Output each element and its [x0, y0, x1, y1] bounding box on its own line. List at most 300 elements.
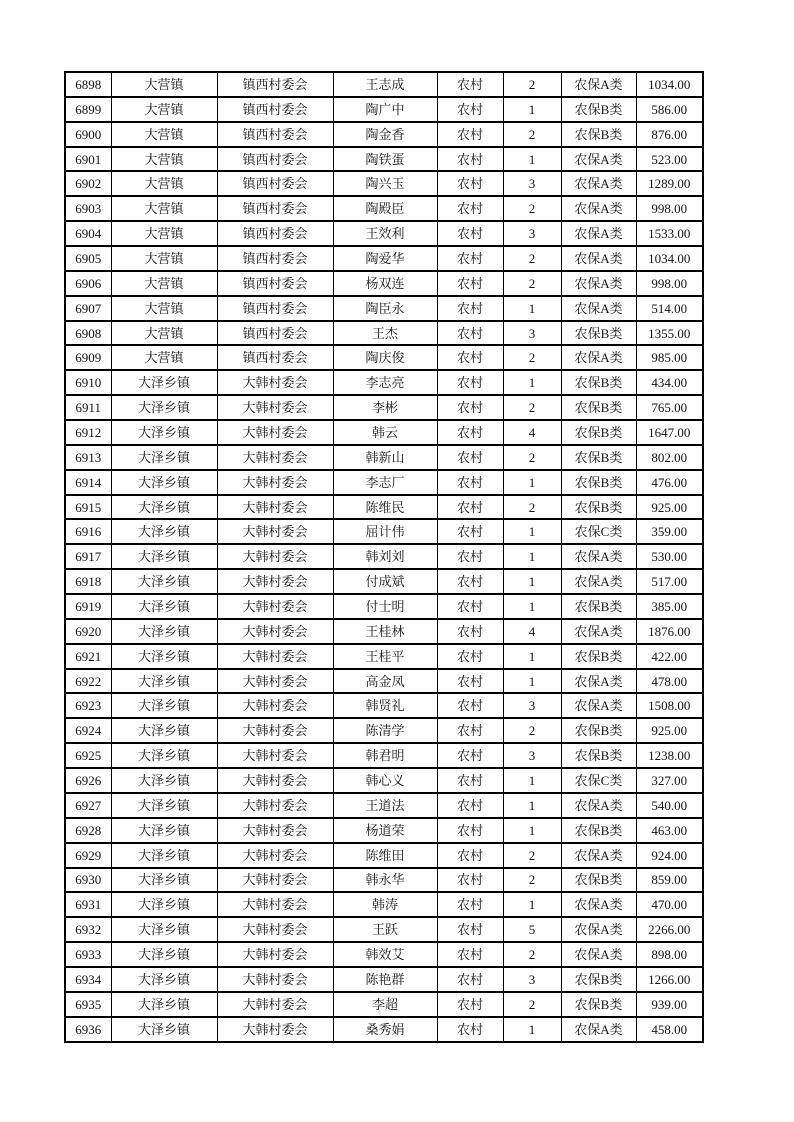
cell-residence_type: 农村: [437, 569, 503, 594]
cell-town: 大泽乡镇: [111, 644, 217, 669]
cell-amount: 876.00: [636, 122, 703, 147]
cell-residence_type: 农村: [437, 917, 503, 942]
cell-amount: 1508.00: [636, 693, 703, 718]
cell-record_id: 6918: [65, 569, 111, 594]
cell-town: 大泽乡镇: [111, 743, 217, 768]
cell-insurance_category: 农保A类: [561, 345, 636, 370]
cell-town: 大营镇: [111, 171, 217, 196]
cell-town: 大营镇: [111, 345, 217, 370]
cell-town: 大泽乡镇: [111, 1017, 217, 1042]
cell-person_count: 2: [503, 843, 561, 868]
cell-insurance_category: 农保A类: [561, 693, 636, 718]
cell-village_committee: 大韩村委会: [217, 743, 333, 768]
cell-person_name: 陶铁蛋: [333, 147, 437, 172]
cell-town: 大泽乡镇: [111, 868, 217, 893]
cell-person_count: 4: [503, 619, 561, 644]
cell-amount: 586.00: [636, 97, 703, 122]
cell-village_committee: 大韩村委会: [217, 992, 333, 1017]
cell-person_name: 陶广中: [333, 97, 437, 122]
cell-amount: 998.00: [636, 271, 703, 296]
cell-person_count: 1: [503, 147, 561, 172]
cell-insurance_category: 农保A类: [561, 196, 636, 221]
cell-record_id: 6925: [65, 743, 111, 768]
cell-amount: 458.00: [636, 1017, 703, 1042]
cell-residence_type: 农村: [437, 868, 503, 893]
cell-record_id: 6921: [65, 644, 111, 669]
cell-person_name: 付成斌: [333, 569, 437, 594]
cell-village_committee: 大韩村委会: [217, 843, 333, 868]
cell-amount: 924.00: [636, 843, 703, 868]
cell-insurance_category: 农保A类: [561, 1017, 636, 1042]
cell-person_name: 王效利: [333, 221, 437, 246]
cell-person_count: 1: [503, 818, 561, 843]
table-row: [65, 569, 703, 594]
cell-person_name: 韩君明: [333, 743, 437, 768]
table-row: [65, 917, 703, 942]
cell-residence_type: 农村: [437, 345, 503, 370]
cell-record_id: 6902: [65, 171, 111, 196]
cell-amount: 422.00: [636, 644, 703, 669]
cell-person_count: 1: [503, 519, 561, 544]
cell-village_committee: 镇西村委会: [217, 296, 333, 321]
cell-person_name: 韩涛: [333, 892, 437, 917]
cell-record_id: 6904: [65, 221, 111, 246]
cell-record_id: 6936: [65, 1017, 111, 1042]
cell-town: 大泽乡镇: [111, 594, 217, 619]
cell-record_id: 6933: [65, 942, 111, 967]
cell-insurance_category: 农保A类: [561, 843, 636, 868]
cell-person_count: 1: [503, 892, 561, 917]
cell-residence_type: 农村: [437, 843, 503, 868]
cell-person_name: 韩新山: [333, 445, 437, 470]
cell-residence_type: 农村: [437, 718, 503, 743]
cell-record_id: 6935: [65, 992, 111, 1017]
cell-town: 大泽乡镇: [111, 718, 217, 743]
cell-amount: 478.00: [636, 669, 703, 694]
cell-insurance_category: 农保A类: [561, 793, 636, 818]
cell-village_committee: 镇西村委会: [217, 321, 333, 346]
cell-person_count: 2: [503, 72, 561, 97]
cell-record_id: 6919: [65, 594, 111, 619]
cell-insurance_category: 农保B类: [561, 370, 636, 395]
cell-amount: 523.00: [636, 147, 703, 172]
cell-amount: 514.00: [636, 296, 703, 321]
cell-insurance_category: 农保B类: [561, 868, 636, 893]
cell-amount: 1289.00: [636, 171, 703, 196]
cell-record_id: 6901: [65, 147, 111, 172]
cell-record_id: 6927: [65, 793, 111, 818]
table-row: [65, 693, 703, 718]
cell-village_committee: 大韩村委会: [217, 395, 333, 420]
cell-village_committee: 大韩村委会: [217, 519, 333, 544]
table-row: [65, 72, 703, 97]
cell-amount: 434.00: [636, 370, 703, 395]
cell-record_id: 6900: [65, 122, 111, 147]
cell-person_name: 陶臣永: [333, 296, 437, 321]
cell-person_name: 陶爱华: [333, 246, 437, 271]
cell-village_committee: 大韩村委会: [217, 445, 333, 470]
cell-town: 大泽乡镇: [111, 892, 217, 917]
cell-person_count: 1: [503, 768, 561, 793]
cell-record_id: 6922: [65, 669, 111, 694]
cell-town: 大泽乡镇: [111, 544, 217, 569]
cell-person_name: 韩永华: [333, 868, 437, 893]
cell-residence_type: 农村: [437, 693, 503, 718]
cell-village_committee: 大韩村委会: [217, 495, 333, 520]
cell-person_name: 陶庆俊: [333, 345, 437, 370]
cell-record_id: 6910: [65, 370, 111, 395]
cell-residence_type: 农村: [437, 97, 503, 122]
cell-town: 大营镇: [111, 122, 217, 147]
cell-person_name: 韩心义: [333, 768, 437, 793]
table-row: [65, 395, 703, 420]
cell-residence_type: 农村: [437, 892, 503, 917]
cell-insurance_category: 农保A类: [561, 171, 636, 196]
cell-town: 大泽乡镇: [111, 495, 217, 520]
cell-person_count: 3: [503, 967, 561, 992]
cell-residence_type: 农村: [437, 594, 503, 619]
cell-residence_type: 农村: [437, 1017, 503, 1042]
cell-residence_type: 农村: [437, 992, 503, 1017]
table-row: [65, 793, 703, 818]
cell-insurance_category: 农保B类: [561, 445, 636, 470]
table-row: [65, 544, 703, 569]
table-row: [65, 892, 703, 917]
cell-insurance_category: 农保A类: [561, 221, 636, 246]
cell-record_id: 6898: [65, 72, 111, 97]
cell-residence_type: 农村: [437, 768, 503, 793]
cell-person_name: 王跃: [333, 917, 437, 942]
cell-amount: 802.00: [636, 445, 703, 470]
table-row: [65, 420, 703, 445]
cell-record_id: 6931: [65, 892, 111, 917]
cell-town: 大泽乡镇: [111, 793, 217, 818]
table-row: [65, 345, 703, 370]
cell-town: 大泽乡镇: [111, 669, 217, 694]
cell-amount: 925.00: [636, 495, 703, 520]
cell-person_count: 1: [503, 594, 561, 619]
cell-person_count: 2: [503, 942, 561, 967]
cell-person_name: 屈计伟: [333, 519, 437, 544]
cell-town: 大泽乡镇: [111, 917, 217, 942]
cell-residence_type: 农村: [437, 519, 503, 544]
cell-town: 大泽乡镇: [111, 519, 217, 544]
cell-residence_type: 农村: [437, 967, 503, 992]
cell-residence_type: 农村: [437, 171, 503, 196]
cell-insurance_category: 农保A类: [561, 569, 636, 594]
cell-record_id: 6907: [65, 296, 111, 321]
cell-village_committee: 大韩村委会: [217, 818, 333, 843]
cell-person_name: 杨双连: [333, 271, 437, 296]
cell-residence_type: 农村: [437, 271, 503, 296]
cell-residence_type: 农村: [437, 470, 503, 495]
cell-village_committee: 大韩村委会: [217, 868, 333, 893]
cell-amount: 859.00: [636, 868, 703, 893]
cell-person_count: 1: [503, 669, 561, 694]
cell-record_id: 6913: [65, 445, 111, 470]
cell-residence_type: 农村: [437, 221, 503, 246]
cell-town: 大泽乡镇: [111, 420, 217, 445]
cell-village_committee: 大韩村委会: [217, 569, 333, 594]
cell-residence_type: 农村: [437, 445, 503, 470]
cell-person_name: 付士明: [333, 594, 437, 619]
cell-insurance_category: 农保C类: [561, 768, 636, 793]
cell-person_count: 1: [503, 97, 561, 122]
cell-amount: 1034.00: [636, 72, 703, 97]
cell-insurance_category: 农保C类: [561, 519, 636, 544]
cell-person_name: 王桂平: [333, 644, 437, 669]
cell-village_committee: 大韩村委会: [217, 669, 333, 694]
cell-person_name: 王桂林: [333, 619, 437, 644]
table-row: [65, 619, 703, 644]
cell-village_committee: 镇西村委会: [217, 72, 333, 97]
cell-residence_type: 农村: [437, 370, 503, 395]
cell-record_id: 6932: [65, 917, 111, 942]
cell-record_id: 6920: [65, 619, 111, 644]
cell-insurance_category: 农保B类: [561, 122, 636, 147]
cell-record_id: 6928: [65, 818, 111, 843]
cell-insurance_category: 农保B类: [561, 321, 636, 346]
cell-insurance_category: 农保A类: [561, 619, 636, 644]
table-row: [65, 122, 703, 147]
cell-town: 大泽乡镇: [111, 942, 217, 967]
cell-record_id: 6929: [65, 843, 111, 868]
cell-insurance_category: 农保B类: [561, 420, 636, 445]
cell-town: 大泽乡镇: [111, 370, 217, 395]
cell-amount: 1034.00: [636, 246, 703, 271]
cell-town: 大泽乡镇: [111, 569, 217, 594]
cell-town: 大泽乡镇: [111, 619, 217, 644]
cell-village_committee: 大韩村委会: [217, 1017, 333, 1042]
cell-village_committee: 大韩村委会: [217, 594, 333, 619]
cell-person_name: 杨道荣: [333, 818, 437, 843]
cell-amount: 939.00: [636, 992, 703, 1017]
cell-person_count: 2: [503, 246, 561, 271]
cell-amount: 985.00: [636, 345, 703, 370]
cell-insurance_category: 农保B类: [561, 495, 636, 520]
cell-record_id: 6916: [65, 519, 111, 544]
cell-village_committee: 镇西村委会: [217, 122, 333, 147]
table-row: [65, 97, 703, 122]
cell-village_committee: 大韩村委会: [217, 718, 333, 743]
table-row: [65, 445, 703, 470]
cell-residence_type: 农村: [437, 196, 503, 221]
cell-town: 大营镇: [111, 246, 217, 271]
cell-town: 大营镇: [111, 221, 217, 246]
cell-record_id: 6911: [65, 395, 111, 420]
table-row: [65, 246, 703, 271]
cell-town: 大营镇: [111, 271, 217, 296]
table-row: [65, 1017, 703, 1042]
cell-residence_type: 农村: [437, 72, 503, 97]
cell-amount: 2266.00: [636, 917, 703, 942]
cell-person_count: 3: [503, 693, 561, 718]
cell-person_name: 王志成: [333, 72, 437, 97]
cell-record_id: 6934: [65, 967, 111, 992]
cell-record_id: 6908: [65, 321, 111, 346]
cell-town: 大泽乡镇: [111, 693, 217, 718]
cell-person_count: 2: [503, 122, 561, 147]
cell-insurance_category: 农保B类: [561, 743, 636, 768]
cell-record_id: 6926: [65, 768, 111, 793]
cell-town: 大泽乡镇: [111, 843, 217, 868]
cell-person_name: 陈维田: [333, 843, 437, 868]
table-row: [65, 147, 703, 172]
cell-village_committee: 大韩村委会: [217, 942, 333, 967]
cell-person_count: 1: [503, 644, 561, 669]
cell-person_count: 3: [503, 171, 561, 196]
cell-residence_type: 农村: [437, 246, 503, 271]
cell-insurance_category: 农保A类: [561, 296, 636, 321]
cell-village_committee: 大韩村委会: [217, 420, 333, 445]
cell-person_name: 陶兴玉: [333, 171, 437, 196]
cell-amount: 359.00: [636, 519, 703, 544]
cell-village_committee: 大韩村委会: [217, 693, 333, 718]
cell-village_committee: 镇西村委会: [217, 171, 333, 196]
cell-person_count: 2: [503, 445, 561, 470]
cell-amount: 470.00: [636, 892, 703, 917]
table-row: [65, 171, 703, 196]
cell-residence_type: 农村: [437, 122, 503, 147]
cell-amount: 1355.00: [636, 321, 703, 346]
cell-record_id: 6914: [65, 470, 111, 495]
cell-person_name: 韩云: [333, 420, 437, 445]
table-row: [65, 519, 703, 544]
cell-residence_type: 农村: [437, 669, 503, 694]
cell-amount: 1876.00: [636, 619, 703, 644]
cell-town: 大泽乡镇: [111, 967, 217, 992]
table-row: [65, 370, 703, 395]
cell-insurance_category: 农保A类: [561, 669, 636, 694]
cell-person_name: 李志厂: [333, 470, 437, 495]
cell-town: 大营镇: [111, 72, 217, 97]
cell-residence_type: 农村: [437, 395, 503, 420]
cell-person_name: 王杰: [333, 321, 437, 346]
table-row: [65, 669, 703, 694]
cell-town: 大营镇: [111, 147, 217, 172]
cell-person_count: 1: [503, 1017, 561, 1042]
cell-person_count: 2: [503, 345, 561, 370]
cell-insurance_category: 农保B类: [561, 818, 636, 843]
table-row: [65, 768, 703, 793]
cell-record_id: 6903: [65, 196, 111, 221]
cell-town: 大泽乡镇: [111, 395, 217, 420]
cell-person_name: 王道法: [333, 793, 437, 818]
cell-insurance_category: 农保A类: [561, 544, 636, 569]
cell-record_id: 6899: [65, 97, 111, 122]
cell-record_id: 6912: [65, 420, 111, 445]
table-row: [65, 743, 703, 768]
cell-person_name: 韩效艾: [333, 942, 437, 967]
table-row: [65, 296, 703, 321]
table-row: [65, 967, 703, 992]
cell-village_committee: 镇西村委会: [217, 345, 333, 370]
cell-person_count: 3: [503, 221, 561, 246]
cell-record_id: 6917: [65, 544, 111, 569]
cell-residence_type: 农村: [437, 793, 503, 818]
cell-insurance_category: 农保A类: [561, 892, 636, 917]
table-row: [65, 843, 703, 868]
cell-village_committee: 大韩村委会: [217, 644, 333, 669]
cell-village_committee: 大韩村委会: [217, 768, 333, 793]
cell-person_count: 1: [503, 296, 561, 321]
cell-person_count: 5: [503, 917, 561, 942]
cell-person_count: 2: [503, 868, 561, 893]
cell-person_count: 2: [503, 395, 561, 420]
cell-amount: 1238.00: [636, 743, 703, 768]
table-body: [65, 72, 703, 1042]
cell-village_committee: 大韩村委会: [217, 793, 333, 818]
cell-amount: 1533.00: [636, 221, 703, 246]
cell-person_count: 2: [503, 271, 561, 296]
cell-insurance_category: 农保B类: [561, 967, 636, 992]
cell-record_id: 6909: [65, 345, 111, 370]
cell-person_count: 1: [503, 793, 561, 818]
cell-residence_type: 农村: [437, 544, 503, 569]
cell-record_id: 6905: [65, 246, 111, 271]
cell-insurance_category: 农保A类: [561, 147, 636, 172]
cell-person_name: 李志亮: [333, 370, 437, 395]
cell-person_count: 3: [503, 743, 561, 768]
cell-insurance_category: 农保B类: [561, 470, 636, 495]
cell-person_count: 1: [503, 544, 561, 569]
cell-person_count: 1: [503, 470, 561, 495]
cell-person_name: 陈维民: [333, 495, 437, 520]
table-row: [65, 271, 703, 296]
cell-village_committee: 大韩村委会: [217, 892, 333, 917]
cell-person_count: 1: [503, 370, 561, 395]
cell-person_name: 李超: [333, 992, 437, 1017]
cell-residence_type: 农村: [437, 942, 503, 967]
table-row: [65, 718, 703, 743]
cell-amount: 1266.00: [636, 967, 703, 992]
cell-village_committee: 镇西村委会: [217, 147, 333, 172]
cell-residence_type: 农村: [437, 296, 503, 321]
cell-amount: 925.00: [636, 718, 703, 743]
cell-insurance_category: 农保A类: [561, 246, 636, 271]
cell-village_committee: 镇西村委会: [217, 221, 333, 246]
cell-town: 大泽乡镇: [111, 768, 217, 793]
cell-town: 大营镇: [111, 97, 217, 122]
cell-person_count: 2: [503, 495, 561, 520]
cell-amount: 463.00: [636, 818, 703, 843]
cell-insurance_category: 农保B类: [561, 395, 636, 420]
cell-record_id: 6930: [65, 868, 111, 893]
table-row: [65, 992, 703, 1017]
table-row: [65, 942, 703, 967]
cell-amount: 530.00: [636, 544, 703, 569]
cell-village_committee: 大韩村委会: [217, 470, 333, 495]
cell-residence_type: 农村: [437, 818, 503, 843]
cell-insurance_category: 农保A类: [561, 917, 636, 942]
cell-town: 大泽乡镇: [111, 445, 217, 470]
cell-residence_type: 农村: [437, 147, 503, 172]
cell-town: 大营镇: [111, 196, 217, 221]
cell-insurance_category: 农保B类: [561, 97, 636, 122]
table-row: [65, 594, 703, 619]
cell-person_name: 韩贤礼: [333, 693, 437, 718]
table-row: [65, 495, 703, 520]
cell-residence_type: 农村: [437, 644, 503, 669]
cell-record_id: 6915: [65, 495, 111, 520]
table-row: [65, 818, 703, 843]
cell-amount: 385.00: [636, 594, 703, 619]
cell-amount: 327.00: [636, 768, 703, 793]
cell-insurance_category: 农保A类: [561, 942, 636, 967]
cell-residence_type: 农村: [437, 420, 503, 445]
cell-residence_type: 农村: [437, 321, 503, 346]
cell-person_name: 陈艳群: [333, 967, 437, 992]
